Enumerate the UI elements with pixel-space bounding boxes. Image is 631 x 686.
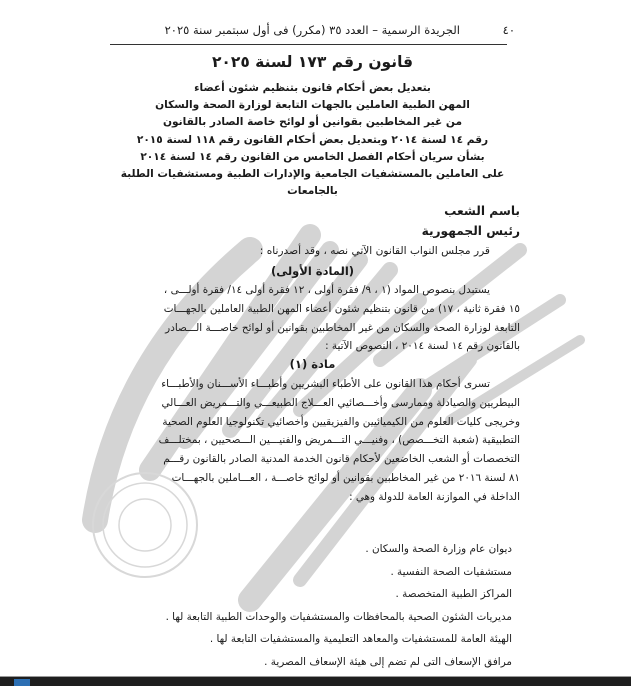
list-item: الهيئة العامة للمستشفيات والمعاهد التعليمية والمستشفيات التابعة لها . [209, 633, 512, 646]
paragraph-line: الداخلة في الموازنة العامة للدولة وهي : [349, 490, 520, 503]
paragraph-line: وخريجى كليات العلوم من الكيميائيين والفيزيقيين وأخصائيي تكنولوجيا العلوم الصحية [162, 415, 520, 428]
paragraph-line: التطبيقية (شعبة التخـــصص) ، وفنيـــي التـــمريض والفنيـــين الـــصحيين ، بمختلـــف [158, 434, 520, 447]
article-one-body [115, 281, 520, 356]
article-1-body [115, 375, 520, 507]
law-title: قانون رقم ١٧٣ لسنة ٢٠٢٥ [211, 53, 414, 71]
preamble: قرر مجلس النواب القانون الآتي نصه ، وقد أصدرناه : [259, 245, 490, 257]
page-header [110, 23, 515, 43]
subtitle-line: على العاملين بالمستشفيات الجامعية والإدارات الطبية ومستشفيات الطلبة بالجامعات [120, 168, 505, 198]
list-item: مستشفيات الصحة النفسية . [390, 565, 512, 578]
article-one-heading: (المادة الأولى) [270, 264, 355, 278]
paragraph-line: ١٥ فقرة ثانية ، ١٧) من قانون بتنظيم شئون أعضاء المهن الطبية العاملين بالجهـــات [163, 302, 520, 315]
header-divider [110, 44, 507, 45]
paragraph-line: بالقانون رقم ١٤ لسنة ٢٠١٤ ، النصوص الآتية : [325, 340, 520, 353]
article-1-heading: مادة (١) [289, 357, 336, 371]
subtitle-line: المهن الطبية العاملين بالجهات التابعة لوزارة الصحة والسكان [155, 99, 470, 112]
subtitle-line: رقم ١٤ لسنة ٢٠١٤ وبتعديل بعض أحكام القانون رقم ١١٨ لسنة ٢٠١٥ [136, 133, 489, 146]
paragraph-line: يستبدل بنصوص المواد (١ ، ٩/ فقرة أولى ، ١٢ فقرة أولى ١٤/ فقرة أولـــى ، [163, 284, 490, 296]
in-the-name-of-people: باسم الشعب [444, 204, 520, 218]
gazette-title: الجريدة الرسمية – العدد ٣٥ (مكرر) فى أول سبتمبر سنة ٢٠٢٥ [164, 23, 460, 37]
page-number: ٤٠ [502, 23, 515, 37]
subtitle-line: من غير المخاطبين بقوانين أو لوائح خاصة الصادر بالقانون [162, 116, 463, 129]
president-heading: رئيس الجمهورية [421, 224, 520, 238]
list-item: المراكز الطبية المتخصصة . [395, 588, 512, 601]
paragraph-line: تسرى أحكام هذا القانون على الأطباء البشريين وأطبـــاء الأســـنان والأطبـــاء [161, 378, 490, 390]
subtitle-line: بتعديل بعض أحكام قانون بتنظيم شئون أعضاء [194, 82, 431, 94]
list-item: مرافق الإسعاف التى لم تضم إلى هيئة الإسعاف المصرية . [264, 655, 512, 668]
subtitle-line: بشأن سريان أحكام الفصل الخامس من القانون رقم ١٤ لسنة ٢٠١٤ [140, 150, 485, 163]
list-item: مديريات الشئون الصحية بالمحافظات والمستشفيات والوحدات الطبية التابعة لها . [165, 610, 512, 623]
entities-list [115, 538, 520, 674]
list-item: ديوان عام وزارة الصحة والسكان . [365, 543, 512, 555]
taskbar-button[interactable] [14, 679, 30, 686]
paragraph-line: التابعة لوزارة الصحة والسكان من غير المخاطبين بقوانين أو لوائح خاصـــة الـــصادر [165, 321, 520, 334]
paragraph-line: ٨١ لسنة ٢٠١٦ من غير المخاطبين بقوانين أو لوائح خاصـــة ، العـــاملين بالجهـــات [171, 471, 520, 484]
paragraph-line: البيطريين والصيادلة وممارسى وأخـــصائيي العـــلاج الطبيعـــي والتـــمريض العـــالي [161, 396, 520, 409]
paragraph-line: التخصصات أو الشعب الخاضعين لأحكام قانون الخدمة المدنية الصادر بالقانون رقـــم [163, 453, 520, 466]
law-subtitle [110, 80, 515, 200]
taskbar [0, 676, 631, 686]
